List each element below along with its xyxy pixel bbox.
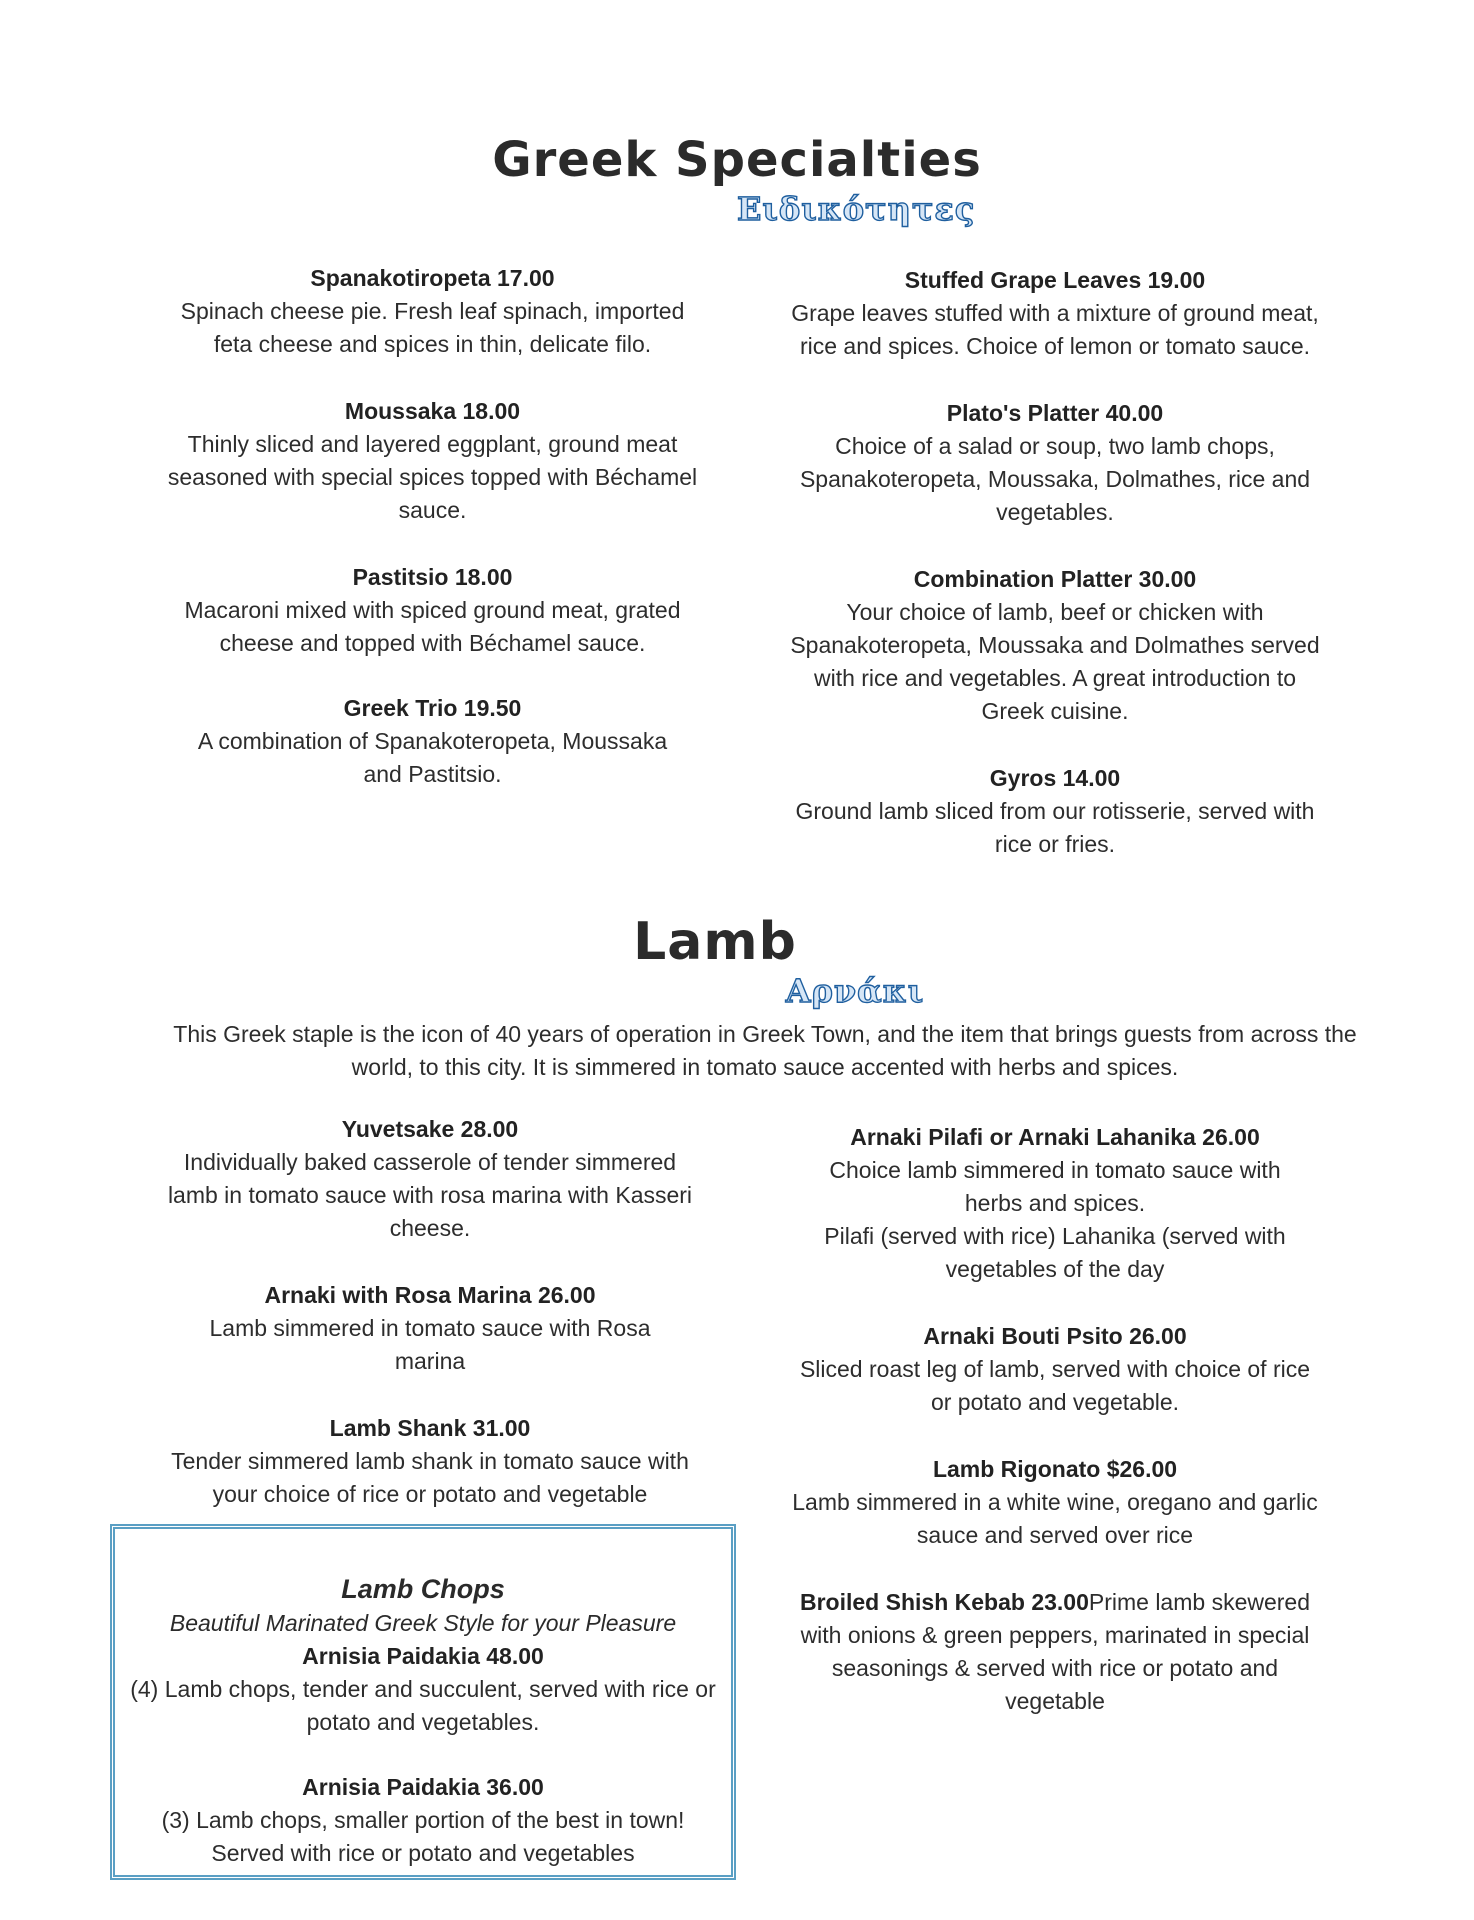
menu-item-desc: Choice of a salad or soup, two lamb chops, Spanakoteropeta, Moussaka, Dolmathes, rice and vegetables.: [799, 433, 1311, 525]
menu-item-name: Arnaki Bouti Psito 26.00: [923, 1323, 1187, 1349]
menu-item-desc: Macaroni mixed with spiced ground meat, grated cheese and topped with Béchamel sauce.: [184, 597, 681, 656]
menu-item-desc: Sliced roast leg of lamb, served with choice of rice or potato and vegetable.: [799, 1356, 1311, 1415]
menu-item: [790, 397, 1320, 529]
menu-item-desc: A combination of Spanakoteropeta, Moussaka and Pastitsio.: [197, 728, 668, 787]
menu-item: [160, 692, 705, 791]
menu-item-name: Arnaki with Rosa Marina 26.00: [264, 1282, 596, 1308]
specialties-greek-title: Ειδικότητες: [737, 190, 976, 228]
menu-item-desc: Ground lamb sliced from our rotisserie, served with rice or fries.: [795, 798, 1315, 857]
menu-item-desc: Choice lamb simmered in tomato sauce with herbs and spices.: [829, 1157, 1281, 1216]
menu-item-desc: Thinly sliced and layered eggplant, ground meat seasoned with special spices topped with Béchamel sauce.: [167, 431, 698, 523]
menu-item-name: Lamb Shank 31.00: [329, 1415, 531, 1441]
specialties-left-column: [160, 262, 705, 791]
menu-item-name: Moussaka 18.00: [344, 398, 521, 424]
menu-item: [115, 1771, 731, 1870]
menu-item: [790, 563, 1320, 728]
menu-item-name: Arnisia Paidakia 48.00: [302, 1643, 544, 1669]
menu-item-desc: Tender simmered lamb shank in tomato sauce with your choice of rice or potato and vegetable: [171, 1448, 689, 1507]
menu-item-name: Arnaki Pilafi or Arnaki Lahanika 26.00: [850, 1124, 1260, 1150]
menu-item-desc-text: Prime lamb skewered with onions & green peppers, marinated in special seasonings & served with rice or potato and vegetable: [800, 1589, 1311, 1714]
menu-item-name: Yuvetsake 28.00: [341, 1116, 519, 1142]
menu-item: [790, 1121, 1320, 1286]
menu-item: [790, 1320, 1320, 1419]
menu-item-desc: Spinach cheese pie. Fresh leaf spinach, imported feta cheese and spices in thin, delicate filo.: [180, 298, 685, 357]
menu-item-name: Combination Platter 30.00: [913, 566, 1197, 592]
lamb-chops-subtitle: Beautiful Marinated Greek Style for your Pleasure: [169, 1610, 677, 1636]
menu-item: [160, 1279, 700, 1378]
menu-item-desc: Your choice of lamb, beef or chicken with Spanakoteropeta, Moussaka and Dolmathes served with rice and vegetables. A great introduction to Greek cuisine.: [790, 599, 1320, 724]
menu-item: [790, 1453, 1320, 1552]
menu-item-name: Greek Trio 19.50: [343, 695, 522, 721]
menu-item: [115, 1640, 731, 1739]
menu-item-desc: Lamb simmered in tomato sauce with Rosa marina: [209, 1315, 651, 1374]
lamb-title: Lamb: [633, 912, 797, 972]
menu-item-name: Spanakotiropeta 17.00: [310, 265, 555, 291]
menu-item: [160, 1412, 700, 1511]
menu-item-name: Pastitsio 18.00: [352, 564, 513, 590]
specialties-title: Greek Specialties: [492, 132, 982, 188]
menu-item: [160, 1113, 700, 1245]
menu-item-name: Plato's Platter 40.00: [946, 400, 1164, 426]
specialties-right-column: [790, 264, 1320, 861]
lamb-chops-box: [110, 1524, 736, 1880]
menu-item-name: Lamb Rigonato $26.00: [932, 1456, 1178, 1482]
lamb-left-column: [160, 1113, 700, 1511]
menu-item-desc-extra: Pilafi (served with rice) Lahanika (served with vegetables of the day: [824, 1223, 1286, 1282]
menu-item-desc: (4) Lamb chops, tender and succulent, served with rice or potato and vegetables.: [130, 1676, 716, 1735]
menu-item-name: Broiled Shish Kebab 23.00: [800, 1589, 1089, 1615]
lamb-chops-title: Lamb Chops: [341, 1574, 505, 1604]
menu-item-desc: (3) Lamb chops, smaller portion of the best in town! Served with rice or potato and vegetables: [161, 1807, 685, 1866]
menu-item-desc: [790, 1586, 1320, 1718]
menu-item: [160, 561, 705, 660]
menu-item: [160, 262, 705, 361]
lamb-intro: This Greek staple is the icon of 40 years of operation in Greek Town, and the item that brings guests from across the world, to this city. It is simmered in tomato sauce accented with herbs and spices.: [173, 1021, 1357, 1080]
menu-item: [160, 395, 705, 527]
lamb-right-column: [790, 1121, 1320, 1718]
menu-item: [790, 264, 1320, 363]
menu-item-desc: Lamb simmered in a white wine, oregano and garlic sauce and served over rice: [792, 1489, 1318, 1548]
menu-item: [790, 1586, 1320, 1718]
menu-item: [790, 762, 1320, 861]
menu-item-name: Gyros 14.00: [989, 765, 1121, 791]
lamb-greek-title: Αρνάκι: [785, 972, 925, 1010]
menu-item-desc: Individually baked casserole of tender simmered lamb in tomato sauce with rosa marina with Kasseri cheese.: [167, 1149, 693, 1241]
menu-item-name: Arnisia Paidakia 36.00: [302, 1774, 544, 1800]
menu-item-name: Stuffed Grape Leaves 19.00: [904, 267, 1206, 293]
menu-item-desc: Grape leaves stuffed with a mixture of ground meat, rice and spices. Choice of lemon or tomato sauce.: [791, 300, 1319, 359]
